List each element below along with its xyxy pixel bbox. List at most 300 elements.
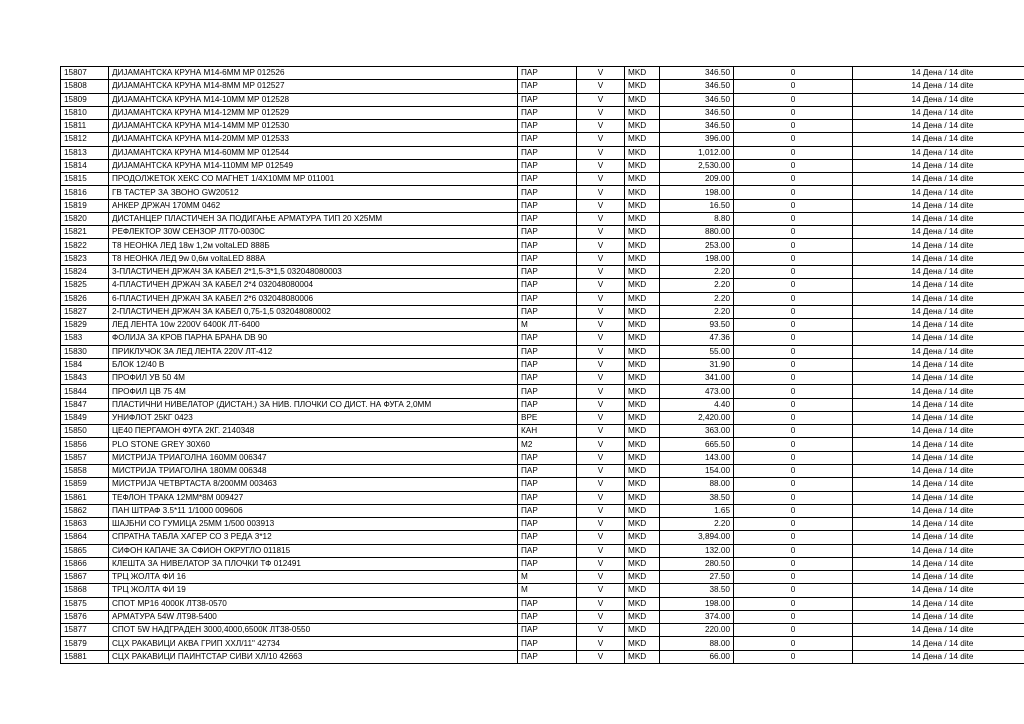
delivery-cell: 14 Дена / 14 dite — [853, 385, 1024, 398]
delivery-cell: 14 Дена / 14 dite — [853, 571, 1024, 584]
stock-cell: 0 — [734, 411, 853, 424]
item-code-cell: 15807 — [61, 67, 109, 80]
currency-cell: MKD — [625, 571, 660, 584]
currency-cell: MKD — [625, 186, 660, 199]
delivery-cell: 14 Дена / 14 dite — [853, 557, 1024, 570]
item-name-cell: ПРОДОЛЖЕТОК ХЕКС СО МАГНЕТ 1/4Х10ММ МР 011001 — [109, 173, 518, 186]
item-code-cell: 15826 — [61, 292, 109, 305]
delivery-cell: 14 Дена / 14 dite — [853, 345, 1024, 358]
delivery-cell: 14 Дена / 14 dite — [853, 212, 1024, 225]
table-row — [61, 451, 1024, 464]
unit-cell: ПАР — [518, 531, 577, 544]
table-row — [61, 93, 1024, 106]
tax-cell: V — [577, 93, 625, 106]
item-code-cell: 15856 — [61, 438, 109, 451]
currency-cell: MKD — [625, 491, 660, 504]
item-name-cell: СПОТ 5W НАДГРАДЕН 3000,4000,6500К ЛТ38-0550 — [109, 624, 518, 637]
item-code-cell: 15859 — [61, 478, 109, 491]
delivery-cell: 14 Дена / 14 dite — [853, 518, 1024, 531]
price-cell: 198.00 — [660, 597, 734, 610]
item-name-cell: УНИФЛОТ 25КГ 0423 — [109, 411, 518, 424]
table-row — [61, 584, 1024, 597]
price-cell: 2.20 — [660, 518, 734, 531]
unit-cell: ПАР — [518, 464, 577, 477]
currency-cell: MKD — [625, 146, 660, 159]
unit-cell: ПАР — [518, 650, 577, 663]
item-code-cell: 15815 — [61, 173, 109, 186]
stock-cell: 0 — [734, 531, 853, 544]
table-row — [61, 332, 1024, 345]
tax-cell: V — [577, 464, 625, 477]
tax-cell: V — [577, 385, 625, 398]
unit-cell: ПАР — [518, 186, 577, 199]
stock-cell: 0 — [734, 319, 853, 332]
price-cell: 346.50 — [660, 67, 734, 80]
table-row — [61, 385, 1024, 398]
price-cell: 346.50 — [660, 93, 734, 106]
tax-cell: V — [577, 292, 625, 305]
table-row — [61, 544, 1024, 557]
table-row — [61, 372, 1024, 385]
stock-cell: 0 — [734, 438, 853, 451]
stock-cell: 0 — [734, 93, 853, 106]
tax-cell: V — [577, 199, 625, 212]
currency-cell: MKD — [625, 531, 660, 544]
table-row — [61, 173, 1024, 186]
item-code-cell: 15843 — [61, 372, 109, 385]
item-name-cell: ГВ ТАСТЕР ЗА ЗВОНО GW20512 — [109, 186, 518, 199]
price-cell: 8.80 — [660, 212, 734, 225]
delivery-cell: 14 Дена / 14 dite — [853, 106, 1024, 119]
table-row — [61, 106, 1024, 119]
item-name-cell: ДИЈАМАНТСКА КРУНА М14-60ММ МР 012544 — [109, 146, 518, 159]
tax-cell: V — [577, 173, 625, 186]
delivery-cell: 14 Дена / 14 dite — [853, 425, 1024, 438]
stock-cell: 0 — [734, 637, 853, 650]
table-row — [61, 120, 1024, 133]
unit-cell: М — [518, 571, 577, 584]
delivery-cell: 14 Дена / 14 dite — [853, 398, 1024, 411]
currency-cell: MKD — [625, 252, 660, 265]
unit-cell: ПАР — [518, 504, 577, 517]
tax-cell: V — [577, 239, 625, 252]
item-code-cell: 15813 — [61, 146, 109, 159]
delivery-cell: 14 Дена / 14 dite — [853, 358, 1024, 371]
stock-cell: 0 — [734, 252, 853, 265]
tax-cell: V — [577, 624, 625, 637]
item-name-cell: ТРЦ ЖОЛТА ФИ 16 — [109, 571, 518, 584]
price-cell: 2.20 — [660, 292, 734, 305]
unit-cell: ПАР — [518, 637, 577, 650]
delivery-cell: 14 Дена / 14 dite — [853, 159, 1024, 172]
unit-cell: ПАР — [518, 146, 577, 159]
table-row — [61, 438, 1024, 451]
price-cell: 154.00 — [660, 464, 734, 477]
stock-cell: 0 — [734, 292, 853, 305]
table-row — [61, 80, 1024, 93]
currency-cell: MKD — [625, 425, 660, 438]
stock-cell: 0 — [734, 557, 853, 570]
price-cell: 198.00 — [660, 186, 734, 199]
unit-cell: ПАР — [518, 226, 577, 239]
tax-cell: V — [577, 650, 625, 663]
currency-cell: MKD — [625, 557, 660, 570]
table-row — [61, 610, 1024, 623]
currency-cell: MKD — [625, 106, 660, 119]
item-code-cell: 15823 — [61, 252, 109, 265]
currency-cell: MKD — [625, 518, 660, 531]
currency-cell: MKD — [625, 305, 660, 318]
tax-cell: V — [577, 358, 625, 371]
item-code-cell: 15864 — [61, 531, 109, 544]
item-code-cell: 15829 — [61, 319, 109, 332]
item-code-cell: 15877 — [61, 624, 109, 637]
item-name-cell: БЛОК 12/40 В — [109, 358, 518, 371]
unit-cell: ПАР — [518, 80, 577, 93]
price-cell: 3,894.00 — [660, 531, 734, 544]
item-name-cell: ДИЈАМАНТСКА КРУНА М14-110ММ МР 012549 — [109, 159, 518, 172]
currency-cell: MKD — [625, 411, 660, 424]
tax-cell: V — [577, 438, 625, 451]
stock-cell: 0 — [734, 358, 853, 371]
unit-cell: ПАР — [518, 212, 577, 225]
price-cell: 16.50 — [660, 199, 734, 212]
delivery-cell: 14 Дена / 14 dite — [853, 491, 1024, 504]
delivery-cell: 14 Дена / 14 dite — [853, 650, 1024, 663]
unit-cell: ПАР — [518, 292, 577, 305]
tax-cell: V — [577, 637, 625, 650]
currency-cell: MKD — [625, 451, 660, 464]
item-name-cell: Т8 НЕОНКА ЛЕД 18w 1,2м voltaLED 888Б — [109, 239, 518, 252]
item-code-cell: 15849 — [61, 411, 109, 424]
item-name-cell: 2-ПЛАСТИЧЕН ДРЖАЧ ЗА КАБЕЛ 0,75-1,5 032048080002 — [109, 305, 518, 318]
unit-cell: М — [518, 319, 577, 332]
currency-cell: MKD — [625, 133, 660, 146]
price-cell: 2.20 — [660, 265, 734, 278]
tax-cell: V — [577, 372, 625, 385]
currency-cell: MKD — [625, 212, 660, 225]
item-code-cell: 15812 — [61, 133, 109, 146]
item-name-cell: СПРАТНА ТАБЛА ХАГЕР СО 3 РЕДА 3*12 — [109, 531, 518, 544]
currency-cell: MKD — [625, 345, 660, 358]
item-code-cell: 15844 — [61, 385, 109, 398]
stock-cell: 0 — [734, 610, 853, 623]
table-row — [61, 411, 1024, 424]
item-code-cell: 15867 — [61, 571, 109, 584]
price-cell: 473.00 — [660, 385, 734, 398]
stock-cell: 0 — [734, 305, 853, 318]
stock-cell: 0 — [734, 239, 853, 252]
unit-cell: ПАР — [518, 265, 577, 278]
item-code-cell: 15866 — [61, 557, 109, 570]
price-cell: 198.00 — [660, 252, 734, 265]
currency-cell: MKD — [625, 93, 660, 106]
price-cell: 396.00 — [660, 133, 734, 146]
stock-cell: 0 — [734, 80, 853, 93]
tax-cell: V — [577, 557, 625, 570]
item-code-cell: 15830 — [61, 345, 109, 358]
delivery-cell: 14 Дена / 14 dite — [853, 292, 1024, 305]
stock-cell: 0 — [734, 212, 853, 225]
item-code-cell: 15824 — [61, 265, 109, 278]
table-row — [61, 67, 1024, 80]
item-code-cell: 15881 — [61, 650, 109, 663]
item-name-cell: МИСТРИЈА ТРИАГОЛНА 180ММ 006348 — [109, 464, 518, 477]
tax-cell: V — [577, 332, 625, 345]
table-row — [61, 265, 1024, 278]
item-name-cell: СЦХ РАКАВИЦИ АКВА ГРИП ХХЛ/11" 42734 — [109, 637, 518, 650]
item-code-cell: 1583 — [61, 332, 109, 345]
currency-cell: MKD — [625, 173, 660, 186]
table-row — [61, 186, 1024, 199]
delivery-cell: 14 Дена / 14 dite — [853, 478, 1024, 491]
delivery-cell: 14 Дена / 14 dite — [853, 464, 1024, 477]
tax-cell: V — [577, 531, 625, 544]
unit-cell: ПАР — [518, 624, 577, 637]
item-name-cell: ПРОФИЛ УВ 50 4М — [109, 372, 518, 385]
item-code-cell: 15825 — [61, 279, 109, 292]
price-cell: 88.00 — [660, 478, 734, 491]
price-cell: 880.00 — [660, 226, 734, 239]
table-row — [61, 557, 1024, 570]
unit-cell: ПАР — [518, 332, 577, 345]
unit-cell: ПАР — [518, 345, 577, 358]
tax-cell: V — [577, 610, 625, 623]
tax-cell: V — [577, 491, 625, 504]
price-cell: 88.00 — [660, 637, 734, 650]
item-code-cell: 15811 — [61, 120, 109, 133]
stock-cell: 0 — [734, 265, 853, 278]
unit-cell: ПАР — [518, 518, 577, 531]
table-row — [61, 571, 1024, 584]
delivery-cell: 14 Дена / 14 dite — [853, 186, 1024, 199]
delivery-cell: 14 Дена / 14 dite — [853, 504, 1024, 517]
currency-cell: MKD — [625, 332, 660, 345]
table-row — [61, 491, 1024, 504]
stock-cell: 0 — [734, 451, 853, 464]
price-cell: 47.36 — [660, 332, 734, 345]
item-name-cell: ФОЛИЈА ЗА КРОВ ПАРНА БРАНА DB 90 — [109, 332, 518, 345]
price-cell: 346.50 — [660, 80, 734, 93]
table-row — [61, 624, 1024, 637]
table-row — [61, 345, 1024, 358]
tax-cell: V — [577, 80, 625, 93]
price-cell: 253.00 — [660, 239, 734, 252]
table-row — [61, 305, 1024, 318]
item-name-cell: ЛЕД ЛЕНТА 10w 2200V 6400К ЛТ-6400 — [109, 319, 518, 332]
price-cell: 31.90 — [660, 358, 734, 371]
delivery-cell: 14 Дена / 14 dite — [853, 239, 1024, 252]
stock-cell: 0 — [734, 120, 853, 133]
currency-cell: MKD — [625, 80, 660, 93]
item-code-cell: 15876 — [61, 610, 109, 623]
stock-cell: 0 — [734, 345, 853, 358]
tax-cell: V — [577, 319, 625, 332]
stock-cell: 0 — [734, 372, 853, 385]
currency-cell: MKD — [625, 398, 660, 411]
stock-cell: 0 — [734, 597, 853, 610]
tax-cell: V — [577, 571, 625, 584]
unit-cell: ПАР — [518, 385, 577, 398]
tax-cell: V — [577, 67, 625, 80]
price-cell: 1.65 — [660, 504, 734, 517]
currency-cell: MKD — [625, 226, 660, 239]
stock-cell: 0 — [734, 650, 853, 663]
price-cell: 209.00 — [660, 173, 734, 186]
delivery-cell: 14 Дена / 14 dite — [853, 610, 1024, 623]
delivery-cell: 14 Дена / 14 dite — [853, 252, 1024, 265]
delivery-cell: 14 Дена / 14 dite — [853, 265, 1024, 278]
item-code-cell: 15820 — [61, 212, 109, 225]
tax-cell: V — [577, 584, 625, 597]
currency-cell: MKD — [625, 67, 660, 80]
item-name-cell: КЛЕШТА ЗА НИВЕЛАТОР ЗА ПЛОЧКИ ТФ 012491 — [109, 557, 518, 570]
price-cell: 2.20 — [660, 279, 734, 292]
unit-cell: ПАР — [518, 93, 577, 106]
item-name-cell: МИСТРИЈА ТРИАГОЛНА 160ММ 006347 — [109, 451, 518, 464]
price-cell: 66.00 — [660, 650, 734, 663]
table-row — [61, 358, 1024, 371]
delivery-cell: 14 Дена / 14 dite — [853, 372, 1024, 385]
stock-cell: 0 — [734, 518, 853, 531]
currency-cell: MKD — [625, 279, 660, 292]
item-name-cell: ПЛАСТИЧНИ НИВЕЛАТОР (ДИСТАН.) ЗА НИВ. ПЛОЧКИ СО ДИСТ. НА ФУГА 2,0ММ — [109, 398, 518, 411]
delivery-cell: 14 Дена / 14 dite — [853, 584, 1024, 597]
delivery-cell: 14 Дена / 14 dite — [853, 597, 1024, 610]
stock-cell: 0 — [734, 67, 853, 80]
unit-cell: ПАР — [518, 544, 577, 557]
price-cell: 220.00 — [660, 624, 734, 637]
price-cell: 2,530.00 — [660, 159, 734, 172]
item-code-cell: 15865 — [61, 544, 109, 557]
unit-cell: ПАР — [518, 120, 577, 133]
stock-cell: 0 — [734, 544, 853, 557]
table-row — [61, 199, 1024, 212]
currency-cell: MKD — [625, 438, 660, 451]
price-cell: 27.50 — [660, 571, 734, 584]
table-row — [61, 159, 1024, 172]
delivery-cell: 14 Дена / 14 dite — [853, 67, 1024, 80]
unit-cell: ПАР — [518, 597, 577, 610]
item-code-cell: 15875 — [61, 597, 109, 610]
table-row — [61, 146, 1024, 159]
table-row — [61, 279, 1024, 292]
price-cell: 2,420.00 — [660, 411, 734, 424]
unit-cell: КАН — [518, 425, 577, 438]
item-name-cell: ДИЈАМАНТСКА КРУНА М14-8ММ МР 012527 — [109, 80, 518, 93]
table-row — [61, 531, 1024, 544]
delivery-cell: 14 Дена / 14 dite — [853, 411, 1024, 424]
item-code-cell: 15868 — [61, 584, 109, 597]
item-name-cell: РЕФЛЕКТОР 30W СЕНЗОР ЛТ70-0030С — [109, 226, 518, 239]
price-cell: 346.50 — [660, 106, 734, 119]
delivery-cell: 14 Дена / 14 dite — [853, 637, 1024, 650]
tax-cell: V — [577, 120, 625, 133]
price-cell: 346.50 — [660, 120, 734, 133]
tax-cell: V — [577, 345, 625, 358]
item-name-cell: ТРЦ ЖОЛТА ФИ 19 — [109, 584, 518, 597]
item-code-cell: 15816 — [61, 186, 109, 199]
item-name-cell: ПРОФИЛ ЦВ 75 4М — [109, 385, 518, 398]
stock-cell: 0 — [734, 464, 853, 477]
tax-cell: V — [577, 478, 625, 491]
table-row — [61, 464, 1024, 477]
item-name-cell: PLO STONE GREY 30X60 — [109, 438, 518, 451]
currency-cell: MKD — [625, 464, 660, 477]
price-cell: 93.50 — [660, 319, 734, 332]
unit-cell: ПАР — [518, 491, 577, 504]
currency-cell: MKD — [625, 199, 660, 212]
item-name-cell: АРМАТУРА 54W ЛТ98-5400 — [109, 610, 518, 623]
stock-cell: 0 — [734, 226, 853, 239]
stock-cell: 0 — [734, 279, 853, 292]
table-row — [61, 597, 1024, 610]
stock-cell: 0 — [734, 106, 853, 119]
item-name-cell: СИФОН КАПАЧЕ ЗА СФИОН ОКРУГЛО 011815 — [109, 544, 518, 557]
delivery-cell: 14 Дена / 14 dite — [853, 544, 1024, 557]
delivery-cell: 14 Дена / 14 dite — [853, 438, 1024, 451]
item-code-cell: 15810 — [61, 106, 109, 119]
currency-cell: MKD — [625, 239, 660, 252]
tax-cell: V — [577, 451, 625, 464]
unit-cell: ПАР — [518, 358, 577, 371]
unit-cell: М2 — [518, 438, 577, 451]
item-name-cell: ДИЈАМАНТСКА КРУНА М14-12ММ МР 012529 — [109, 106, 518, 119]
currency-cell: MKD — [625, 637, 660, 650]
unit-cell: ПАР — [518, 239, 577, 252]
delivery-cell: 14 Дена / 14 dite — [853, 93, 1024, 106]
item-code-cell: 15850 — [61, 425, 109, 438]
table-row — [61, 398, 1024, 411]
table-row — [61, 504, 1024, 517]
table-row — [61, 425, 1024, 438]
item-code-cell: 15857 — [61, 451, 109, 464]
unit-cell: ПАР — [518, 199, 577, 212]
currency-cell: MKD — [625, 610, 660, 623]
item-code-cell: 15814 — [61, 159, 109, 172]
stock-cell: 0 — [734, 504, 853, 517]
stock-cell: 0 — [734, 584, 853, 597]
unit-cell: ПАР — [518, 133, 577, 146]
currency-cell: MKD — [625, 597, 660, 610]
item-name-cell: ТЕФЛОН ТРАКА 12ММ*8М 009427 — [109, 491, 518, 504]
currency-cell: MKD — [625, 265, 660, 278]
price-cell: 665.50 — [660, 438, 734, 451]
price-cell: 1,012.00 — [660, 146, 734, 159]
tax-cell: V — [577, 411, 625, 424]
delivery-cell: 14 Дена / 14 dite — [853, 531, 1024, 544]
currency-cell: MKD — [625, 544, 660, 557]
price-cell: 143.00 — [660, 451, 734, 464]
currency-cell: MKD — [625, 292, 660, 305]
price-cell: 38.50 — [660, 584, 734, 597]
stock-cell: 0 — [734, 133, 853, 146]
tax-cell: V — [577, 133, 625, 146]
stock-cell: 0 — [734, 571, 853, 584]
stock-cell: 0 — [734, 385, 853, 398]
currency-cell: MKD — [625, 478, 660, 491]
item-name-cell: ДИЈАМАНТСКА КРУНА М14-20ММ МР 012533 — [109, 133, 518, 146]
stock-cell: 0 — [734, 173, 853, 186]
table-row — [61, 252, 1024, 265]
table-row — [61, 212, 1024, 225]
delivery-cell: 14 Дена / 14 dite — [853, 226, 1024, 239]
table-row — [61, 518, 1024, 531]
table-row — [61, 637, 1024, 650]
price-cell: 374.00 — [660, 610, 734, 623]
item-name-cell: МИСТРИЈА ЧЕТВРТАСТА 8/200ММ 003463 — [109, 478, 518, 491]
delivery-cell: 14 Дена / 14 dite — [853, 120, 1024, 133]
